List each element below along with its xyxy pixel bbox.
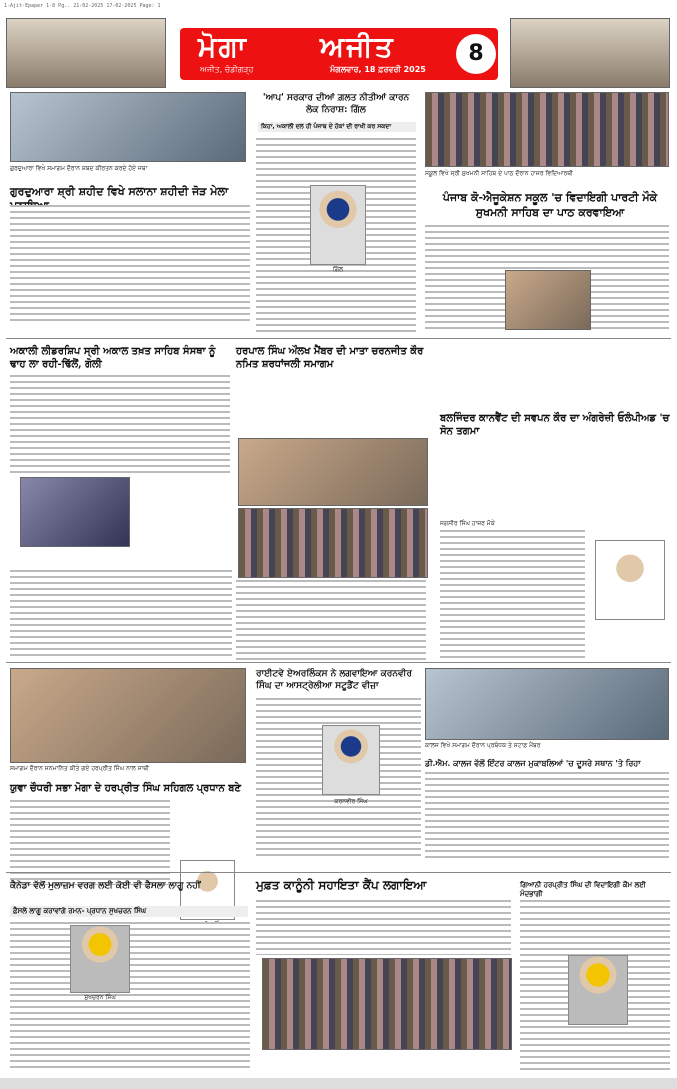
photo-college: [425, 668, 669, 740]
photo-legal-camp: [262, 958, 512, 1050]
caption-gurdwara: ਗੁਰਦੁਆਰਾ ਵਿਖੇ ਸਮਾਗਮ ਦੌਰਾਨ ਸ਼ਬਦ ਕੀਰਤਨ ਕਰਦੇ ਹੋਏ ਜਥਾ: [10, 165, 148, 172]
headline-chaudhary: ਯੁਵਾ ਚੌਧਰੀ ਸਭਾ ਮੋਗਾ ਦੇ ਹਰਪ੍ਰੀਤ ਸਿੰਘ ਸਹਿਗਲ ਪ੍ਰਧਾਨ ਬਣੇ: [10, 783, 241, 794]
mugshot-gill-caption: ਗਿੱਲ: [332, 266, 344, 273]
body-gurdwara: [10, 205, 250, 325]
divider-row1: [6, 338, 671, 339]
headline-aap: 'ਆਪ' ਸਰਕਾਰ ਦੀਆਂ ਗ਼ਲਤ ਨੀਤੀਆਂ ਕਾਰਨ ਲੋਕ ਨਿਰਾਸ਼: ਗਿੱਲ: [262, 93, 410, 115]
caption-chaudhary: ਸਮਾਗਮ ਦੌਰਾਨ ਸਨਮਾਨਿਤ ਕੀਤੇ ਗਏ ਹਰਪ੍ਰੀਤ ਸਿੰਘ ਨਾਲ ਸਾਥੀ: [10, 765, 149, 772]
headline-gurdwara: ਗੁਰਦੁਆਰਾ ਸ਼੍ਰੀ ਸ਼ਹੀਦ ਵਿਖੇ ਸਲਾਨਾ ਸ਼ਹੀਦੀ ਜੋੜ ਮੇਲਾ: [10, 185, 229, 198]
divider-row3: [6, 872, 671, 873]
headline-legal-camp: ਮੁਫ਼ਤ ਕਾਨੂੰਨੀ ਸਹਾਇਤਾ ਕੈਂਪ ਲਗਾਇਆ: [256, 878, 427, 892]
mugshot-harpreet-singh: [568, 955, 628, 1025]
photo-gurdwara: [10, 92, 246, 162]
mugshot-sukhcharan-caption: ਸੁਖਚਰਨ ਸਿੰਘ: [84, 994, 116, 1001]
headline-akali: ਅਕਾਲੀ ਲੀਡਰਸ਼ਿਪ ਸ੍ਰੀ ਅਕਾਲ ਤਖ਼ਤ ਸਾਹਿਬ ਸੰਸਥਾ ਨੂੰ ਢਾਹ ਲਾ ਰਹੀ-ਢਿੱਲੋਂ, ਗੋਲੀ: [10, 346, 216, 370]
photo-school: [425, 92, 669, 167]
page-number: 8: [456, 34, 496, 74]
mugshot-sukhcharan: [70, 925, 130, 993]
photo-shardhanjali-1: [238, 438, 428, 506]
headline-college: ਡੀ.ਐਮ. ਕਾਲਜ ਵੱਲੋਂ ਇੰਟਰ ਕਾਲਜ ਮੁਕਾਬਲਿਆਂ 'ਚ ਦੂਸਰੇ ਸਥਾਨ 'ਤੇ ਰਿਹਾ: [425, 758, 641, 768]
masthead-right-image: [510, 18, 670, 88]
headline-shardhanjali: ਹਰਪਾਲ ਸਿੰਘ ਔਲਖ ਮੈਂਬਰ ਦੀ ਮਾਤਾ ਚਰਨਜੀਤ ਕੌਰ ਨਮਿਤ ਸ਼ਰਧਾਂਜਲੀ ਸਮਾਗਮ: [236, 346, 424, 370]
body-college: [425, 772, 669, 862]
masthead-left-image: [6, 18, 166, 88]
headline-canada: ਕੈਨੇਡਾ ਵੱਲੋਂ ਮੁਲਾਜ਼ਮ ਵਰਗ ਲਈ ਕੋਈ ਵੀ ਫੈਸਲਾ ਲਾਗੂ ਨਹੀਂ: [10, 881, 201, 891]
headline-harpreet-singh: ਗਿਆਨੀ ਹਰਪ੍ਰੀਤ ਸਿੰਘ ਦੀ ਵਿਦਾਇਗੀ ਕੌਮ ਲਈ ਮੰਦਭਾਗੀ: [520, 880, 646, 898]
body-shardhanjali: [236, 580, 426, 660]
headline-visa: ਰਾਈਟਵੇ ਏਅਰਲਿੰਕਸ ਨੇ ਲਗਵਾਇਆ ਕਰਨਵੀਰ ਸਿੰਘ ਦਾ ਆਸਟ੍ਰੇਲੀਆ ਸਟੂਡੈਂਟ ਵੀਜ਼ਾ: [256, 669, 412, 691]
section-title: ਮੋਗਾ: [198, 30, 248, 63]
caption-college: ਕਾਲਜ ਵਿਖੇ ਸਮਾਗਮ ਦੌਰਾਨ ਪ੍ਰਬੰਧਕ ਤੇ ਸਟਾਫ਼ ਮੈਂਬਰ: [425, 742, 541, 749]
date-line: ਮੰਗਲਵਾਰ, 18 ਫ਼ਰਵਰੀ 2025: [330, 65, 426, 74]
subhead-aap: ਕਿਹਾ, ਅਕਾਲੀ ਦਲ ਹੀ ਪੰਜਾਬ ਦੇ ਹੱਕਾਂ ਦੀ ਰਾਖੀ ਕਰ ਸਕਦਾ: [258, 122, 416, 132]
photo-chaudhary: [10, 668, 246, 763]
paper-title: ਅਜੀਤ: [320, 30, 395, 63]
subhead-canada: ਫ਼ੈਸਲੇ ਲਾਗੂ ਕਰਾਵਾਂਗੇ ਰਮਨ- ਪ੍ਰਧਾਨ ਸੁਖਚਰਨ ਸਿੰਘ: [10, 906, 248, 917]
divider-row2: [6, 662, 671, 663]
body-akali: [10, 375, 230, 475]
mugshot-karanveer-caption: ਕਰਨਵੀਰ ਸਿੰਘ: [334, 798, 368, 805]
photo-shardhanjali-2: [238, 508, 428, 578]
caption-school: ਸਕੂਲ ਵਿਖੇ ਸ੍ਰੀ ਸੁਖਮਨੀ ਸਾਹਿਬ ਦੇ ਪਾਠ ਦੌਰਾਨ ਹਾਜ਼ਰ ਵਿਦਿਆਰਥੀ: [425, 170, 573, 177]
body-akali-2: [10, 570, 232, 660]
photo-school-award: [505, 270, 591, 330]
body-legal-camp: [256, 900, 511, 955]
mugshot-gill: [310, 185, 366, 265]
masthead: [180, 28, 498, 80]
edition-line: ਅਜੀਤ, ਚੰਡੀਗੜ੍ਹ: [200, 65, 254, 74]
mugshot-karanveer: [322, 725, 380, 795]
headline-school: ਪੰਜਾਬ ਕੋ-ਐਜੂਕੇਸ਼ਨ ਸਕੂਲ 'ਚ ਵਿਦਾਇਗੀ ਪਾਰਟੀ ਮੌਕੇ ਸੁਖਮਨੀ ਸਾਹਿਬ ਦਾ ਪਾਠ ਕਰਵਾਇਆ: [442, 191, 658, 219]
headline-convent: ਬਲਜਿੰਦਰ ਕਾਨਵੈਂਟ ਦੀ ਸਵਪਨ ਕੌਰ ਦਾ ਅੰਗਰੇਜ਼ੀ ਓਲੰਪੀਅਡ 'ਚ ਸੋਨ ਤਗਮਾ: [440, 413, 670, 437]
caption-convent: ਜਗਸੀਰ ਸਿੰਘ ਹਾਜ਼ਰ ਮੌਕੇ: [440, 520, 495, 527]
body-convent: [440, 530, 585, 660]
photo-akali: [20, 477, 130, 547]
print-strip: 1-Ajit-Epaper 1-8 Pg.. 21-02-2025 17-02-2025 Page: 1: [4, 3, 161, 9]
mugshot-convent: [595, 540, 665, 620]
page-footer: [0, 1078, 677, 1089]
